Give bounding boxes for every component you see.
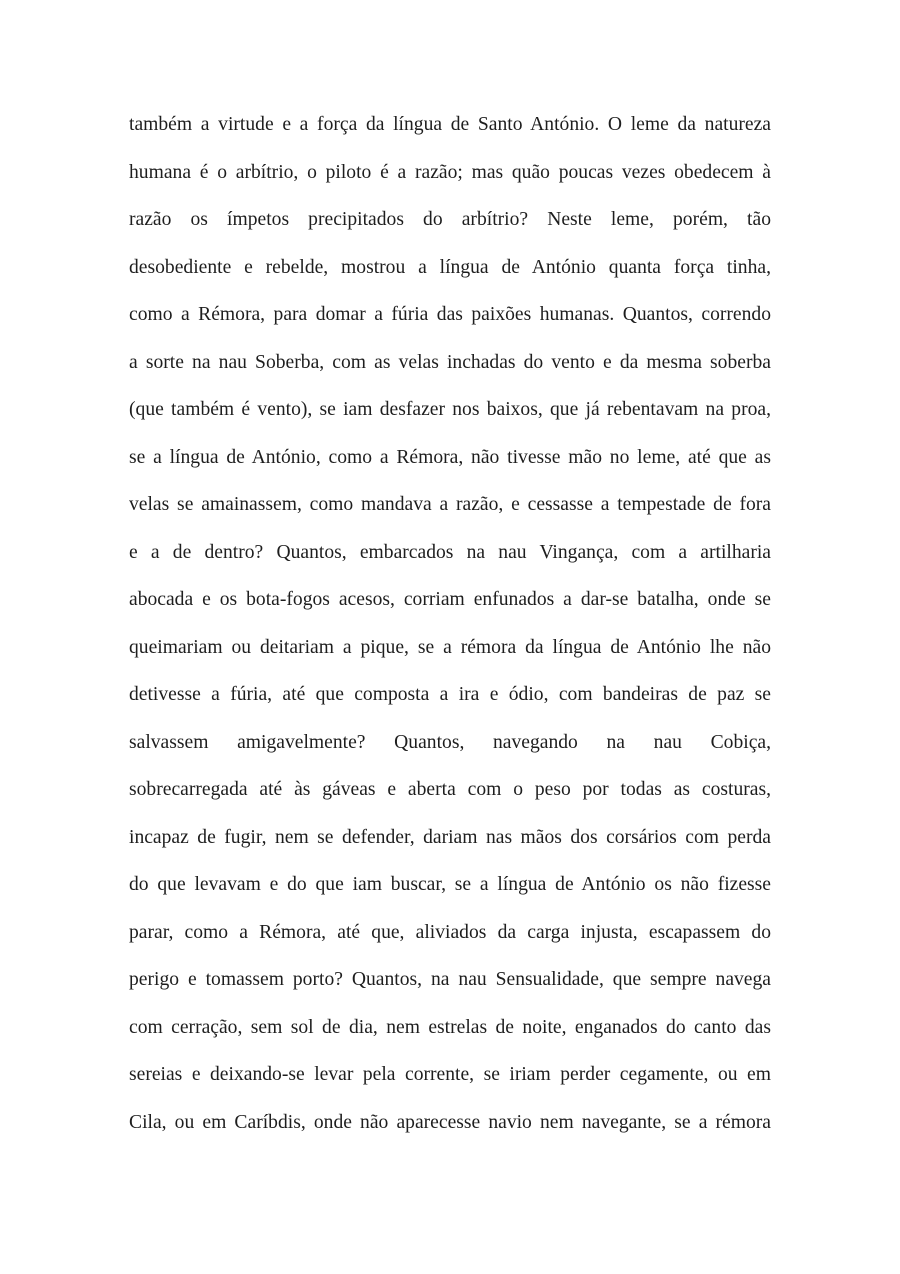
text-line: parar, como a Rémora, até que, aliviados da carga injusta, escapassem do bbox=[129, 921, 771, 943]
text-line: a sorte na nau Soberba, com as velas inchadas do vento e da mesma soberba bbox=[129, 351, 771, 373]
text-line: razão os ímpetos precipitados do arbítrio? Neste leme, porém, tão bbox=[129, 209, 771, 230]
text-line: e a de dentro? Quantos, embarcados na nau Vingança, com a artilharia bbox=[129, 541, 771, 563]
body-paragraph bbox=[129, 101, 771, 1146]
text-line: humana é o arbítrio, o piloto é a razão; mas quão poucas vezes obedecem à bbox=[129, 161, 771, 183]
text-line: perigo e tomassem porto? Quantos, na nau Sensualidade, que sempre navega bbox=[129, 969, 771, 990]
text-line: salvassem amigavelmente? Quantos, navegando na nau Cobiça, bbox=[129, 731, 771, 753]
text-line: também a virtude e a força da língua de Santo António. O leme da natureza bbox=[129, 114, 771, 135]
text-line: queimariam ou deitariam a pique, se a rémora da língua de António lhe não bbox=[129, 636, 771, 658]
text-line: Cila, ou em Caríbdis, onde não aparecesse navio nem navegante, se a rémora bbox=[129, 1111, 771, 1133]
text-line: velas se amainassem, como mandava a razão, e cessasse a tempestade de fora bbox=[129, 494, 771, 515]
text-line: sobrecarregada até às gáveas e aberta com o peso por todas as costuras, bbox=[129, 779, 771, 800]
text-line: (que também é vento), se iam desfazer nos baixos, que já rebentavam na proa, bbox=[129, 399, 771, 420]
text-line: desobediente e rebelde, mostrou a língua de António quanta força tinha, bbox=[129, 256, 771, 278]
text-line: com cerração, sem sol de dia, nem estrelas de noite, enganados do canto das bbox=[129, 1016, 771, 1038]
text-line: como a Rémora, para domar a fúria das paixões humanas. Quantos, correndo bbox=[129, 304, 771, 325]
text-line: do que levavam e do que iam buscar, se a língua de António os não fizesse bbox=[129, 874, 771, 895]
text-line: se a língua de António, como a Rémora, não tivesse mão no leme, até que as bbox=[129, 446, 771, 468]
text-line: sereias e deixando-se levar pela corrente, se iriam perder cegamente, ou em bbox=[129, 1064, 771, 1085]
text-line: abocada e os bota-fogos acesos, corriam enfunados a dar-se batalha, onde se bbox=[129, 589, 771, 610]
text-line: detivesse a fúria, até que composta a ira e ódio, com bandeiras de paz se bbox=[129, 684, 771, 705]
text-line: incapaz de fugir, nem se defender, dariam nas mãos dos corsários com perda bbox=[129, 826, 771, 848]
